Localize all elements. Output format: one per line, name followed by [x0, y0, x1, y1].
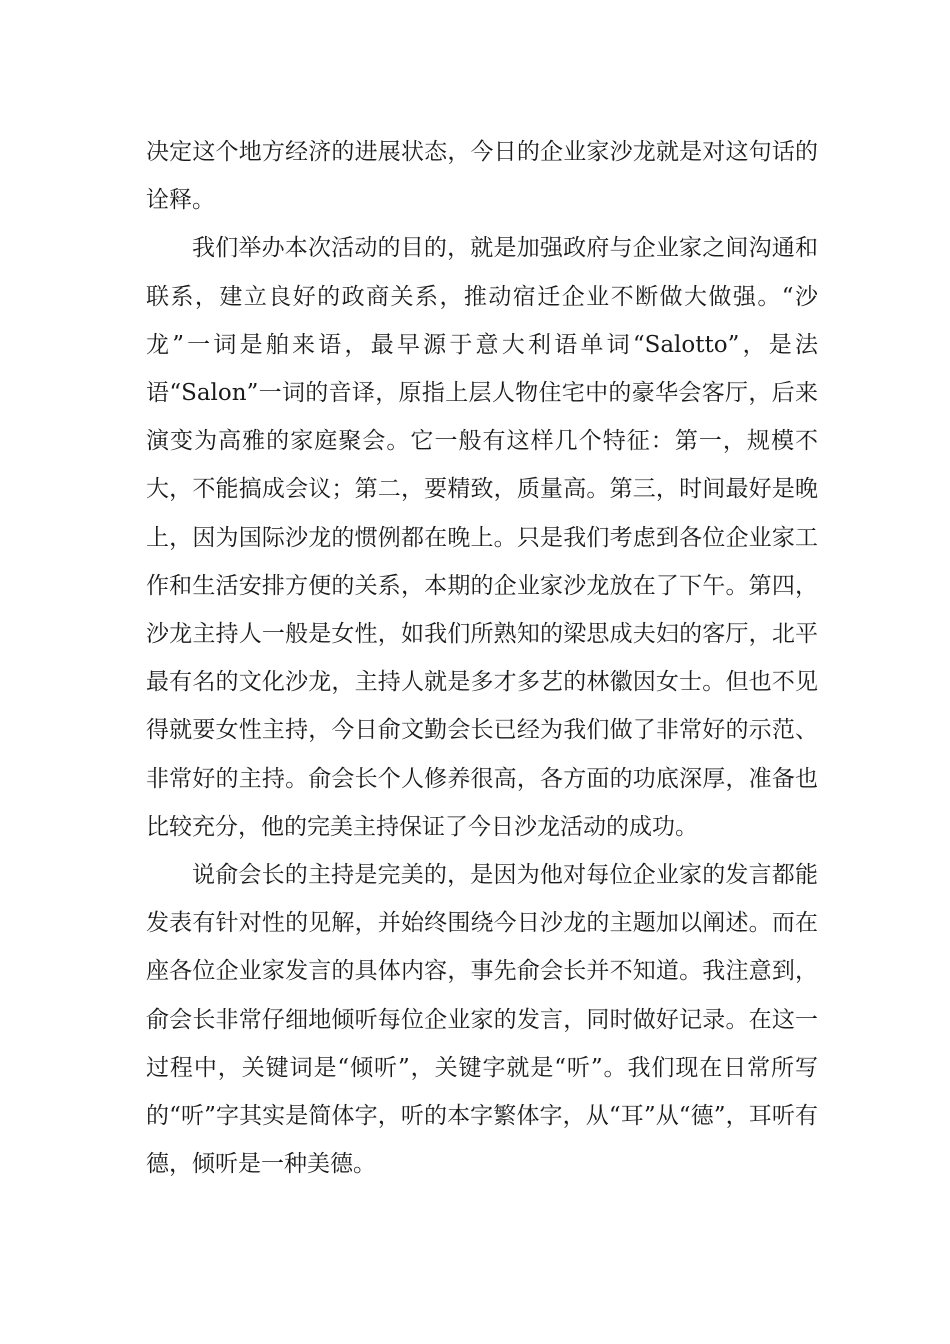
paragraph-salon-origin: 我们举办本次活动的目的，就是加强政府与企业家之间沟通和联系，建立良好的政商关系，推动宿迁企业不断做大做强。“沙龙”一词是舶来语，最早源于意大利语单词“Salotto”，是法语“Salon”一词的音译，原指上层人物住宅中的豪华会客厅，后来演变为高雅的家庭聚会。它一般有这样几个特征：第一，规模不大，不能搞成会议；第二，要精致，质量高。第三，时间最好是晚上，因为国际沙龙的惯例都在晚上。只是我们考虑到各位企业家工作和生活安排方便的关系，本期的企业家沙龙放在了下午。第四，沙龙主持人一般是女性，如我们所熟知的梁思成夫妇的客厅，北平最有名的文化沙龙，主持人就是多才多艺的林徽因女士。但也不见得就要女性主持，今日俞文勤会长已经为我们做了非常好的示范、非常好的主持。俞会长个人修养很高，各方面的功底深厚，准备也比较充分，他的完美主持保证了今日沙龙活动的成功。	[146, 235, 818, 840]
paragraph-continuation: 决定这个地方经济的进展状态，今日的企业家沙龙就是对这句话的诠释。	[146, 139, 818, 214]
paragraph-listening: 说俞会长的主持是完美的，是因为他对每位企业家的发言都能发表有针对性的见解，并始终围绕今日沙龙的主题加以阐述。而在座各位企业家发言的具体内容，事先俞会长并不知道。我注意到，俞会长非常仔细地倾听每位企业家的发言，同时做好记录。在这一过程中，关键词是“倾听”，关键字就是“听”。我们现在日常所写的“听”字其实是简体字，听的本字繁体字，从“耳”从“德”，耳听有德，倾听是一种美德。	[146, 862, 818, 1178]
document-body	[146, 128, 818, 1188]
